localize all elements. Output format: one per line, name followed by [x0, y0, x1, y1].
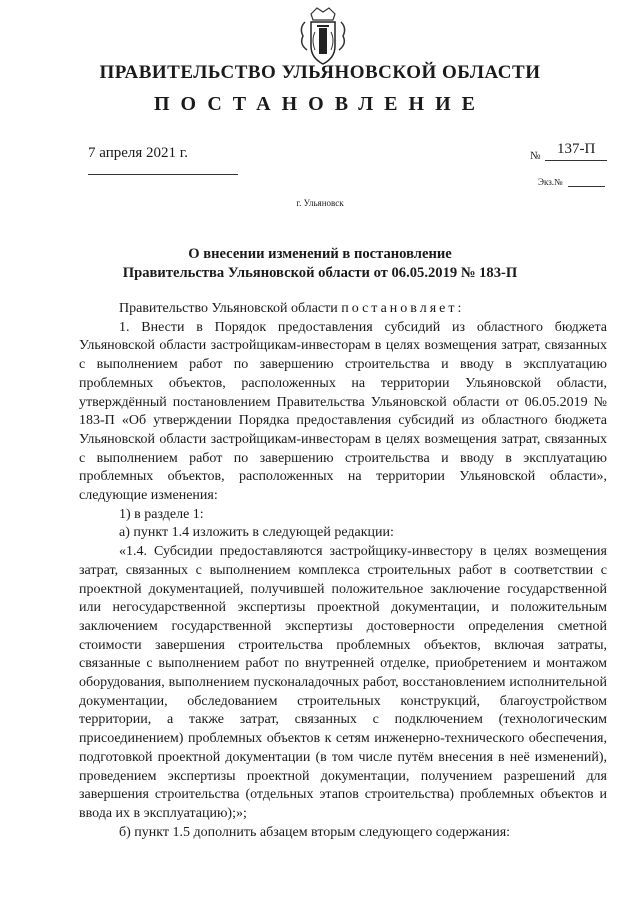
subitem-1a-paragraph: а) пункт 1.4 изложить в следующей редакции: — [119, 525, 394, 541]
title-line-2: Правительства Ульяновской области от 06.05.2019 № 183-П — [122, 265, 518, 281]
item-1-paragraph: 1. Внести в Порядок предоставления субсидий из областного бюджета Ульяновской области застройщикам-инвесторам в целях возмещения затрат, связанных с выполнением работ по завершению строительства и вводу в эксплуатацию проблемных объектов, расположенных на территории Ульяновской области, утверждённый постановлением Правительства Ульяновской области от 06.05.2019 № 183-П «Об утверждении Порядка предоставления субсидий из областного бюджета Ульяновской области застройщикам-инвесторам в целях возмещения затрат, связанных с выполнением работ по завершению строительства и вводу в эксплуатацию проблемных объектов, расположенных на территории Ульяновской области», следующие изменения: — [79, 319, 607, 504]
intro-prefix: Правительство Ульяновской области — [119, 301, 338, 316]
subitem-1b-paragraph: б) пункт 1.5 дополнить абзацем вторым следующего содержания: — [119, 824, 511, 840]
city-name: г. Ульяновск — [296, 198, 344, 208]
document-body — [79, 300, 607, 842]
coat-of-arms-emblem — [297, 6, 349, 68]
quoted-clause-paragraph: «1.4. Субсидии предоставляются застройщику-инвестору в целях возмещения затрат, связанных с выполнением комплекса строительных работ в соответствии с проектной документацией, получившей положительное заключение государственной или негосударственной экспертизы проектной документации, и положительным заключением государственной экспертизы достоверности определения сметной стоимости завершения строительства проблемных объектов, включая затраты, связанные с выполнением работ по внутренней отделке, приобретением и монтажом оборудования, выполнением пусконаладочных работ, восстановлением исполнительной документации, обследованием строительных конструкций, благоустройством территории, а также затрат, связанных с подключением (технологическим присоединением) проблемных объектов к сетям инженерно-технического обеспечения, подготовкой проектной документации (в том числе путём внесения в неё изменений), проведением экспертизы проектной документации, получением разрешений для завершения строительства (отдельных этапов строительства) проблемных объектов и ввода их в эксплуатацию);»; — [79, 544, 607, 821]
date-underline — [88, 174, 238, 175]
title-line-1: О внесении изменений в постановление — [188, 246, 452, 262]
intro-verb: постановляет: — [341, 301, 465, 316]
document-type-heading: ПОСТАНОВЛЕНИЕ — [154, 93, 486, 115]
number-label: № — [530, 150, 541, 162]
subitem-1-paragraph: 1) в разделе 1: — [119, 506, 204, 522]
number-underline — [545, 160, 607, 161]
copy-number-label: Экз.№ — [538, 177, 563, 187]
organization-heading: ПРАВИТЕЛЬСТВО УЛЬЯНОВСКОЙ ОБЛАСТИ — [99, 62, 541, 83]
intro-paragraph — [79, 300, 607, 319]
copy-number-underline — [568, 186, 605, 187]
document-title — [80, 245, 560, 283]
document-number: 137-П — [557, 141, 596, 157]
document-date: 7 апреля 2021 г. — [88, 145, 188, 161]
